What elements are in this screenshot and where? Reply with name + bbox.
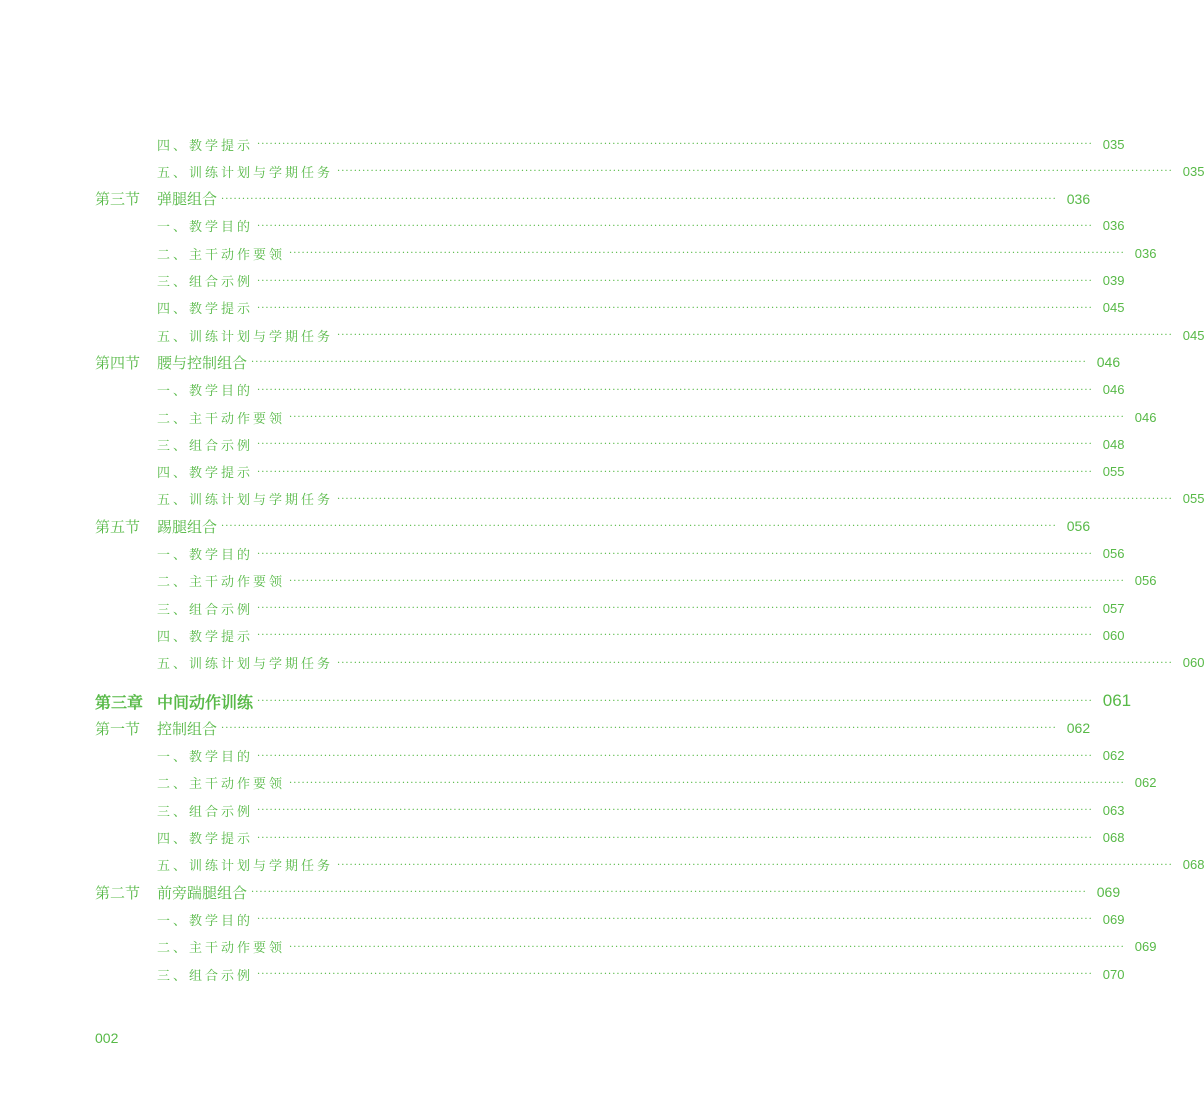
dot-leader: ········································································································································································································ — [257, 805, 1093, 817]
dot-leader: ········································································································································································································ — [337, 166, 1173, 178]
toc-entry-title: 四、教学提示 — [157, 138, 254, 154]
toc-entry-title: 一、教学目的 — [157, 913, 254, 929]
toc-entry-title: 控制组合 — [157, 719, 218, 738]
dot-leader: ········································································································································································································ — [257, 969, 1093, 980]
toc-entry-label: 第五节 — [95, 517, 141, 536]
toc-entry-page: 039 — [1102, 273, 1125, 288]
dot-leader: ········································································································································································································ — [289, 941, 1125, 953]
toc-entry-page: 045 — [1102, 300, 1125, 316]
toc-entry-title: 二、主干动作要领 — [157, 575, 286, 591]
toc-entry-sub[interactable] — [95, 242, 1157, 264]
toc-entry-page: 056 — [1134, 573, 1157, 589]
toc-entry-title: 五、训练计划与学期任务 — [157, 329, 334, 345]
toc-entry-title: 中间动作训练 — [157, 692, 254, 712]
toc-entry-label: 第二节 — [95, 883, 141, 902]
toc-entry-sub[interactable] — [95, 324, 1204, 346]
toc-entry-sub[interactable] — [95, 799, 1125, 821]
toc-entry-page: 070 — [1102, 966, 1125, 982]
dot-leader: ········································································································································································································ — [221, 723, 1057, 735]
dot-leader: ········································································································································································································ — [221, 193, 1057, 205]
toc-entry-page: 060 — [1182, 655, 1204, 671]
toc-entry-page: 069 — [1096, 884, 1121, 901]
toc-entry-sub[interactable] — [95, 908, 1125, 930]
toc-entry-title: 四、教学提示 — [157, 832, 254, 847]
toc-entry-sub[interactable] — [95, 461, 1125, 483]
toc-entry-title: 一、教学目的 — [157, 548, 254, 563]
toc-entry-page: 061 — [1102, 691, 1132, 710]
toc-entry-page: 068 — [1102, 830, 1125, 845]
page-number: 002 — [95, 1030, 119, 1046]
dot-leader: ········································································································································································································ — [257, 696, 1093, 707]
toc-entry-title: 二、主干动作要领 — [157, 411, 286, 427]
toc-entry-page: 055 — [1102, 464, 1125, 480]
toc-entry-label: 第三章 — [95, 692, 144, 712]
dot-leader: ········································································································································································································ — [257, 466, 1093, 478]
dot-leader: ········································································································································································································ — [337, 493, 1173, 505]
toc-entry-title: 前旁踹腿组合 — [157, 883, 248, 902]
toc-entry-title: 一、教学目的 — [157, 220, 254, 236]
toc-entry-title: 踢腿组合 — [157, 517, 218, 536]
toc-entry-page: 057 — [1102, 600, 1125, 616]
toc-entry-page: 068 — [1182, 857, 1204, 873]
toc-entry-sec[interactable] — [95, 351, 1121, 373]
toc-entry-sub[interactable] — [95, 160, 1204, 182]
dot-leader: ········································································································································································································ — [257, 220, 1093, 232]
toc-entry-sub[interactable] — [95, 433, 1125, 455]
toc-entry-page: 036 — [1066, 190, 1091, 207]
toc-entry-label: 第四节 — [95, 353, 141, 372]
toc-entry-title: 一、教学目的 — [157, 384, 254, 400]
dot-leader: ········································································································································································································ — [289, 575, 1125, 587]
toc-entry-sub[interactable] — [95, 379, 1125, 401]
dot-leader: ········································································································································································································ — [257, 750, 1093, 762]
dot-leader: ········································································································································································································ — [257, 548, 1093, 560]
toc-entry-page: 035 — [1182, 163, 1204, 179]
toc-entry-title: 二、主干动作要领 — [157, 941, 286, 957]
toc-entry-page: 048 — [1102, 436, 1125, 452]
toc-entry-page: 062 — [1134, 775, 1157, 791]
toc-entry-title: 二、主干动作要领 — [157, 247, 286, 263]
toc-entry-title: 一、教学目的 — [157, 750, 254, 766]
toc-entry-chap[interactable] — [95, 690, 1132, 712]
dot-leader: ········································································································································································································ — [257, 439, 1093, 451]
dot-leader: ········································································································································································································ — [257, 275, 1093, 287]
dot-leader: ········································································································································································································ — [257, 139, 1093, 150]
toc-entry-page: 062 — [1102, 748, 1125, 764]
toc-entry-sub[interactable] — [95, 652, 1204, 674]
toc-entry-title: 三、组合示例 — [157, 275, 254, 290]
toc-entry-page: 035 — [1102, 136, 1125, 152]
toc-entry-page: 069 — [1102, 911, 1125, 927]
toc-entry-sec[interactable] — [95, 881, 1121, 903]
dot-leader: ········································································································································································································ — [257, 832, 1093, 844]
toc-entry-title: 三、组合示例 — [157, 804, 254, 820]
dot-leader: ········································································································································································································ — [289, 412, 1125, 423]
toc-entry-sub[interactable] — [95, 215, 1125, 237]
dot-leader: ········································································································································································································ — [289, 248, 1125, 260]
toc-entry-sub[interactable] — [95, 745, 1125, 767]
dot-leader: ········································································································································································································ — [257, 384, 1093, 396]
toc-entry-sub[interactable] — [95, 133, 1125, 155]
toc-entry-title: 五、训练计划与学期任务 — [157, 657, 334, 673]
toc-entry-sub[interactable] — [95, 936, 1157, 958]
toc-entry-sub[interactable] — [95, 488, 1204, 510]
dot-leader: ········································································································································································································ — [337, 657, 1173, 669]
dot-leader: ········································································································································································································ — [257, 914, 1093, 926]
toc-entry-sub[interactable] — [95, 597, 1125, 619]
toc-entry-title: 五、训练计划与学期任务 — [157, 165, 334, 181]
toc-entry-page: 046 — [1134, 409, 1157, 425]
toc-entry-sec[interactable] — [95, 515, 1091, 537]
dot-leader: ········································································································································································································ — [257, 302, 1093, 314]
dot-leader: ········································································································································································································ — [337, 859, 1173, 871]
toc-entry-sub[interactable] — [95, 624, 1125, 646]
toc-entry-page: 046 — [1096, 354, 1121, 371]
dot-leader: ········································································································································································································ — [337, 330, 1173, 342]
toc-entry-title: 四、教学提示 — [157, 629, 254, 645]
toc-entry-title: 三、组合示例 — [157, 438, 254, 454]
dot-leader: ········································································································································································································ — [289, 777, 1125, 789]
toc-entry-title: 三、组合示例 — [157, 968, 254, 984]
dot-leader: ········································································································································································································ — [221, 521, 1057, 533]
toc-entry-title: 四、教学提示 — [157, 466, 254, 482]
toc-entry-page: 056 — [1102, 546, 1125, 561]
toc-entry-title: 弹腿组合 — [157, 190, 218, 209]
toc-entry-sec[interactable] — [95, 188, 1091, 210]
toc-entry-sub[interactable] — [95, 570, 1157, 592]
toc-entry-title: 五、训练计划与学期任务 — [157, 859, 334, 875]
toc-entry-sub[interactable] — [95, 406, 1157, 428]
toc-entry-page: 036 — [1102, 218, 1125, 234]
toc-entry-page: 045 — [1182, 327, 1204, 343]
toc-entry-sub[interactable] — [95, 772, 1157, 794]
toc-entry-page: 062 — [1066, 720, 1091, 737]
toc-entry-page: 036 — [1134, 245, 1157, 261]
toc-entry-sub[interactable] — [95, 963, 1125, 985]
dot-leader: ········································································································································································································ — [257, 630, 1093, 642]
toc-entry-sub[interactable] — [95, 297, 1125, 319]
toc-entry-title: 二、主干动作要领 — [157, 777, 286, 793]
toc-entry-page: 063 — [1102, 802, 1125, 818]
toc-entry-title: 三、组合示例 — [157, 602, 254, 618]
toc-entry-page: 056 — [1066, 518, 1091, 535]
toc-entry-sub[interactable] — [95, 270, 1125, 292]
toc-entry-page: 060 — [1102, 627, 1125, 643]
toc-entry-page: 046 — [1102, 382, 1125, 398]
dot-leader: ········································································································································································································ — [257, 603, 1093, 615]
toc-entry-title: 五、训练计划与学期任务 — [157, 493, 334, 509]
toc-entry-label: 第三节 — [95, 190, 141, 209]
toc-entry-label: 第一节 — [95, 719, 141, 738]
toc-entry-sub[interactable] — [95, 854, 1204, 876]
toc-entry-page: 055 — [1182, 491, 1204, 507]
toc-entry-sub[interactable] — [95, 543, 1125, 565]
toc-entry-title: 四、教学提示 — [157, 302, 254, 318]
toc-entry-sub[interactable] — [95, 827, 1125, 849]
toc-entry-page: 069 — [1134, 939, 1157, 955]
dot-leader: ········································································································································································································ — [251, 357, 1087, 369]
toc-entry-sec[interactable] — [95, 717, 1091, 739]
dot-leader: ········································································································································································································ — [251, 887, 1087, 899]
toc-entry-title: 腰与控制组合 — [157, 353, 248, 372]
